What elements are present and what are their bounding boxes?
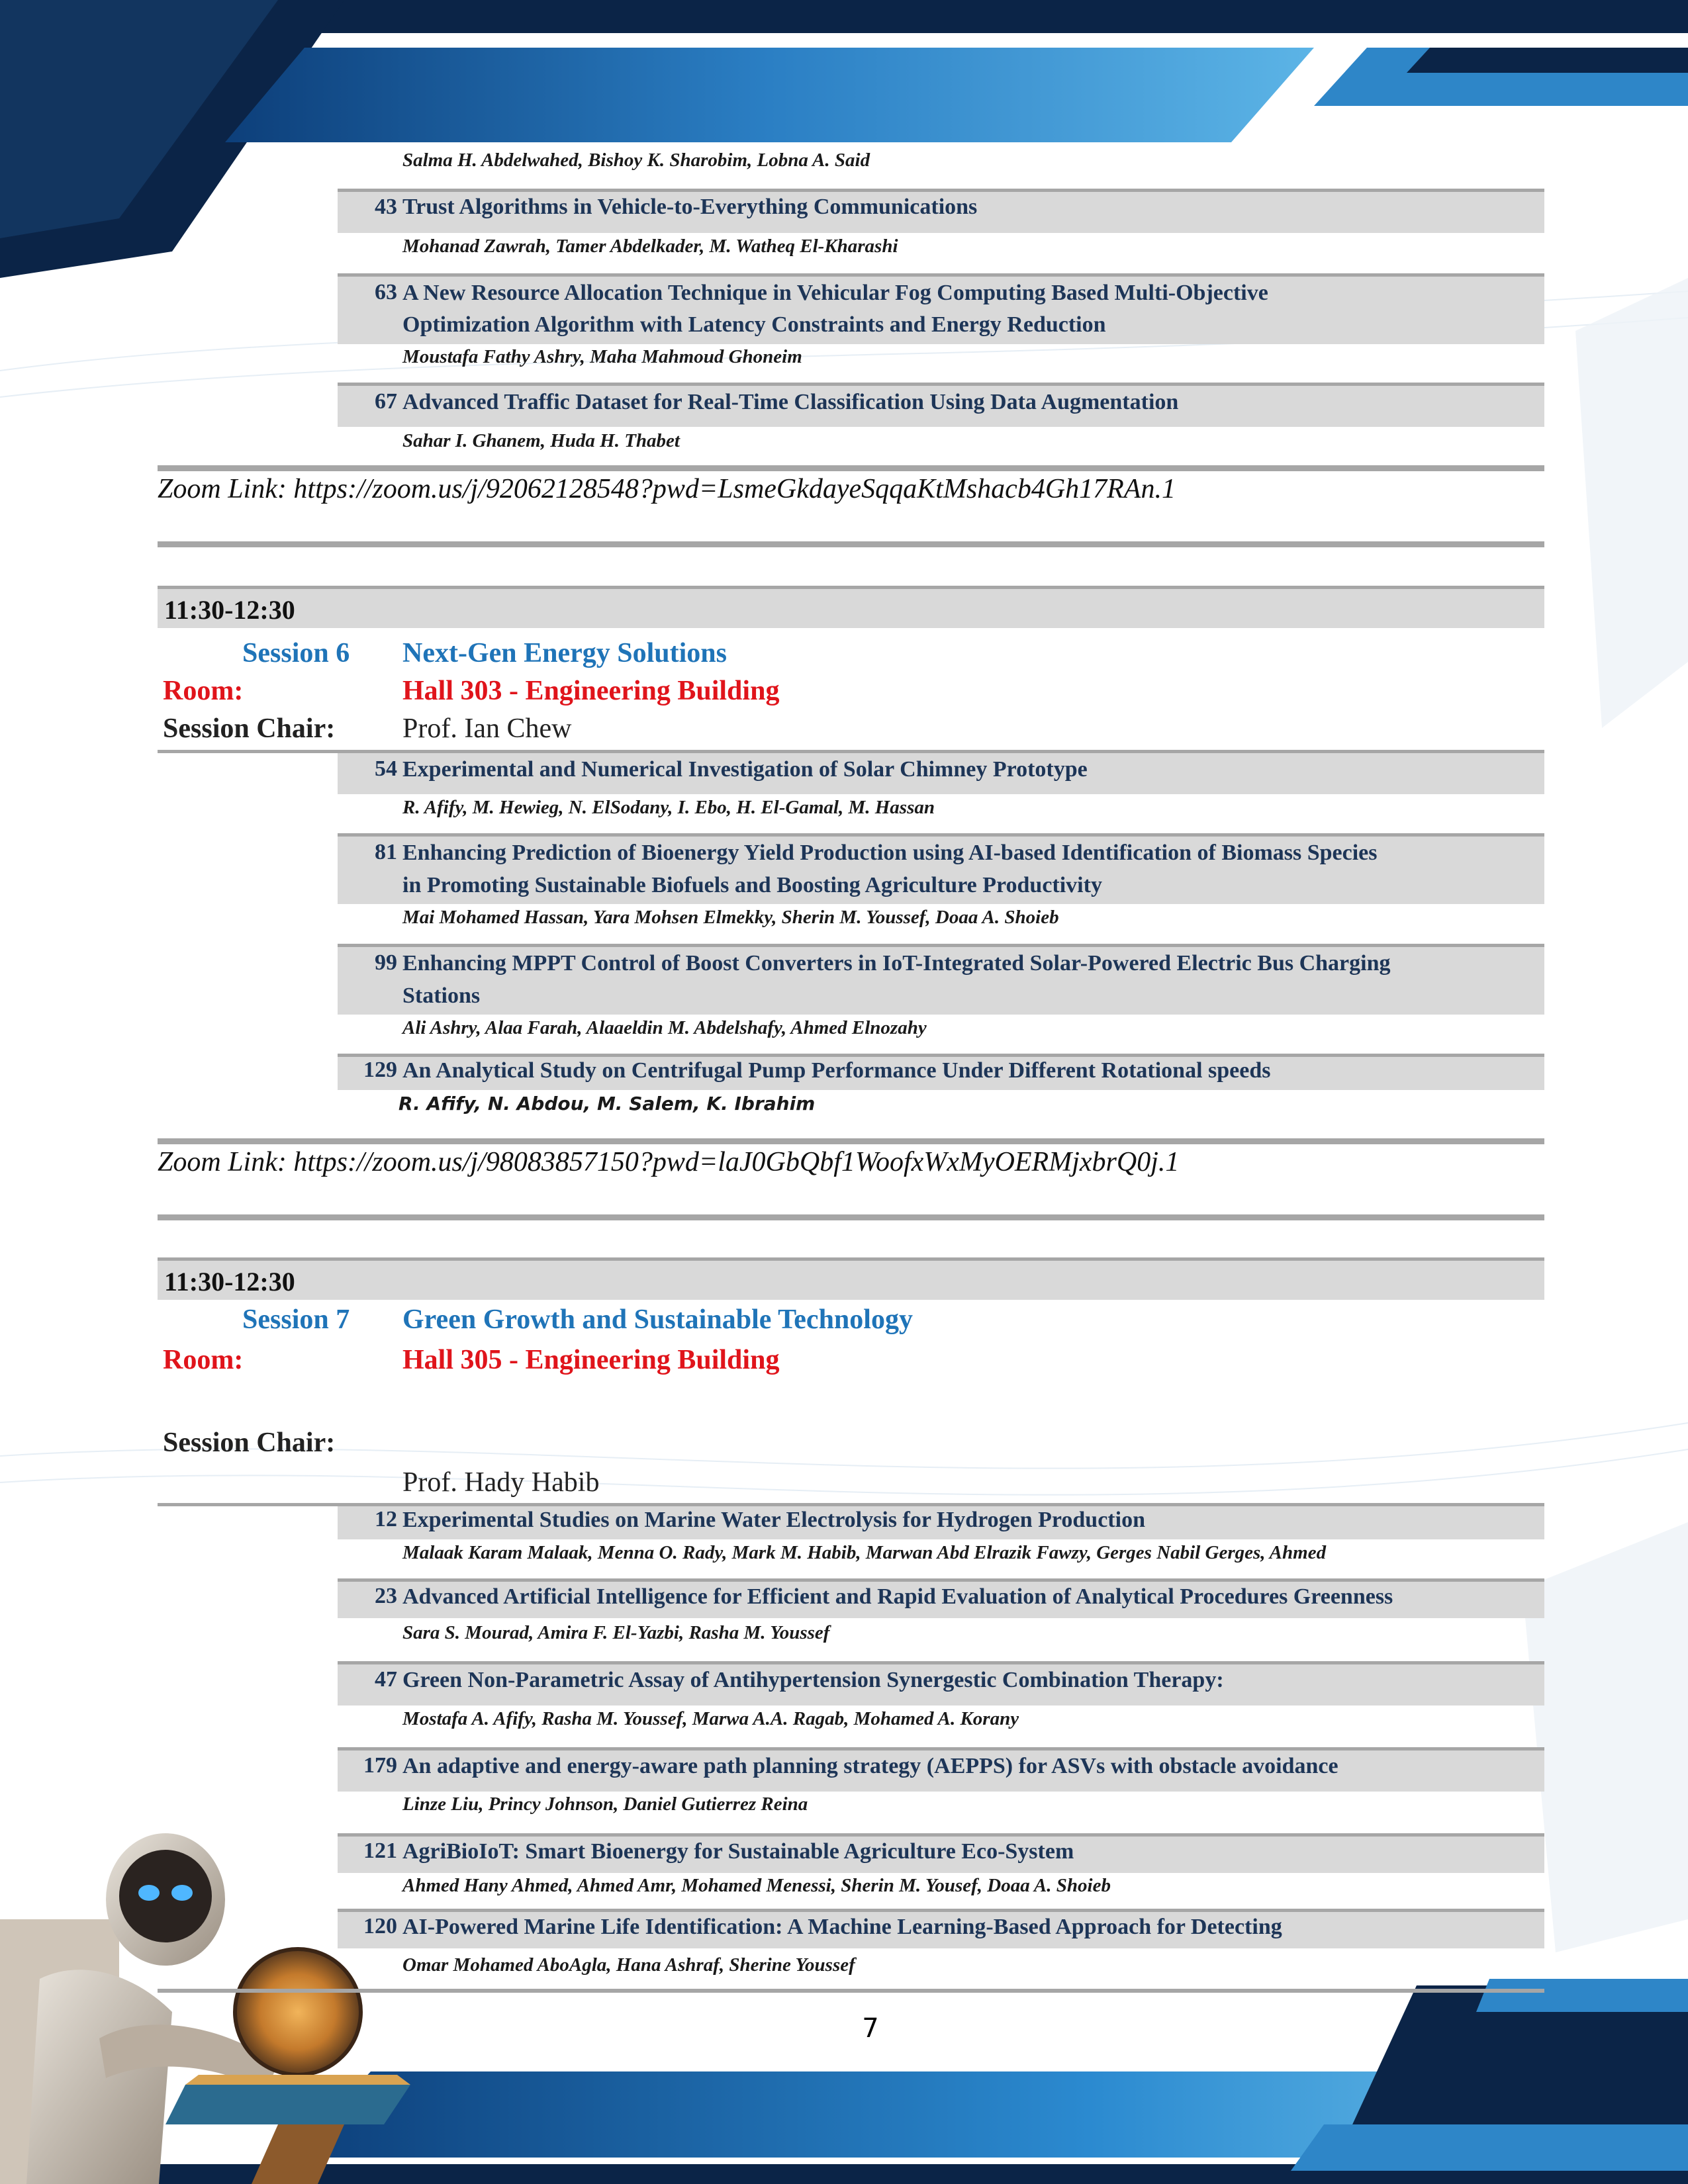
divider [158, 541, 1544, 547]
session-time-bar [158, 1257, 1544, 1300]
session-label: Session 7 [242, 1304, 350, 1335]
paper-number: 67 [375, 389, 397, 414]
divider [158, 1138, 1544, 1144]
session-chair-name: Prof. Ian Chew [402, 713, 572, 744]
divider [158, 1503, 338, 1506]
paper-title-line1: Enhancing Prediction of Bioenergy Yield Production using AI-based Identification of Biomass Species [402, 841, 1378, 865]
paper-number: 63 [375, 280, 397, 304]
paper-number: 179 [363, 1753, 397, 1778]
paper-authors: R. Afify, M. Hewieg, N. ElSodany, I. Ebo, H. El-Gamal, M. Hassan [402, 797, 935, 818]
paper-title-line2: in Promoting Sustainable Biofuels and Boosting Agriculture Productivity [402, 873, 1102, 897]
page-number: 7 [862, 2013, 879, 2044]
session-label: Session 6 [242, 638, 350, 668]
paper-authors: Sara S. Mourad, Amira F. El-Yazbi, Rasha M. Youssef [402, 1622, 830, 1643]
paper-title-line2: Optimization Algorithm with Latency Constraints and Energy Reduction [402, 312, 1106, 337]
paper-authors: Malaak Karam Malaak, Menna O. Rady, Mark M. Habib, Marwan Abd Elrazik Fawzy, Gerges Nabil Gerges, Ahmed [402, 1542, 1327, 1563]
session-time: 11:30-12:30 [164, 595, 295, 625]
paper-authors: Mohanad Zawrah, Tamer Abdelkader, M. Watheq El-Kharashi [402, 236, 898, 257]
room-label: Room: [163, 676, 244, 706]
paper-title-line2: Stations [402, 983, 481, 1008]
paper-number: 43 [375, 195, 397, 219]
paper-number: 47 [375, 1667, 397, 1692]
paper-authors: Omar Mohamed AboAgla, Hana Ashraf, Sherine Youssef [402, 1954, 855, 1976]
paper-number: 121 [363, 1839, 397, 1863]
paper-title: Advanced Artificial Intelligence for Efficient and Rapid Evaluation of Analytical Procedures Greenness [402, 1584, 1393, 1609]
paper-authors: Mostafa A. Afify, Rasha M. Youssef, Marwa A.A. Ragab, Mohamed A. Korany [402, 1708, 1019, 1729]
room-value: Hall 303 - Engineering Building [402, 676, 780, 706]
paper-title: Experimental Studies on Marine Water Electrolysis for Hydrogen Production [402, 1508, 1145, 1532]
paper-title: Trust Algorithms in Vehicle-to-Everything Communications [402, 195, 978, 219]
paper-authors: Ali Ashry, Alaa Farah, Alaaeldin M. Abdelshafy, Ahmed Elnozahy [402, 1017, 927, 1038]
paper-authors: Sahar I. Ghanem, Huda H. Thabet [402, 430, 680, 451]
session-title: Next-Gen Energy Solutions [402, 638, 727, 668]
paper-authors: Salma H. Abdelwahed, Bishoy K. Sharobim, Lobna A. Said [402, 150, 870, 171]
session-chair-label: Session Chair: [163, 1428, 336, 1458]
room-value: Hall 305 - Engineering Building [402, 1345, 780, 1375]
room-label: Room: [163, 1345, 244, 1375]
zoom-link[interactable]: Zoom Link: https://zoom.us/j/98083857150?pwd=laJ0GbQbf1WoofxWxMyOERMjxbrQ0j.1 [158, 1147, 1180, 1177]
paper-authors: Moustafa Fathy Ashry, Maha Mahmoud Ghoneim [402, 346, 802, 367]
divider [158, 1989, 1544, 1993]
paper-number: 54 [375, 756, 397, 781]
session-time-bar [158, 586, 1544, 628]
session-chair-label: Session Chair: [163, 713, 336, 744]
paper-title: An adaptive and energy-aware path planning strategy (AEPPS) for ASVs with obstacle avoidance [402, 1754, 1338, 1778]
paper-number: 12 [375, 1507, 397, 1531]
paper-title: Advanced Traffic Dataset for Real-Time Classification Using Data Augmentation [402, 390, 1179, 414]
paper-title-line1: A New Resource Allocation Technique in Vehicular Fog Computing Based Multi-Objective [402, 281, 1268, 305]
paper-number: 81 [375, 840, 397, 864]
session-title: Green Growth and Sustainable Technology [402, 1304, 913, 1335]
paper-number: 99 [375, 950, 397, 975]
paper-title: Experimental and Numerical Investigation of Solar Chimney Prototype [402, 757, 1088, 782]
divider [158, 1214, 1544, 1220]
divider [158, 750, 338, 753]
paper-title: AI-Powered Marine Life Identification: A Machine Learning-Based Approach for Detecting [402, 1915, 1282, 1939]
paper-title: An Analytical Study on Centrifugal Pump Performance Under Different Rotational speeds [402, 1058, 1271, 1083]
paper-number: 129 [363, 1058, 397, 1082]
paper-title: AgriBioIoT: Smart Bioenergy for Sustainable Agriculture Eco-System [402, 1839, 1074, 1864]
divider [158, 465, 1544, 471]
paper-authors: Linze Liu, Princy Johnson, Daniel Gutierrez Reina [402, 1794, 808, 1815]
paper-authors: Mai Mohamed Hassan, Yara Mohsen Elmekky, Sherin M. Youssef, Doaa A. Shoieb [402, 907, 1059, 928]
session-chair-name: Prof. Hady Habib [402, 1467, 600, 1498]
session-time: 11:30-12:30 [164, 1267, 295, 1297]
paper-number: 120 [363, 1914, 397, 1938]
paper-title-line1: Enhancing MPPT Control of Boost Converters in IoT-Integrated Solar-Powered Electric Bus Charging [402, 951, 1391, 976]
paper-title: Green Non-Parametric Assay of Antihypertension Synergestic Combination Therapy: [402, 1668, 1224, 1692]
paper-authors: R. Afify, N. Abdou, M. Salem, K. Ibrahim [399, 1093, 816, 1115]
zoom-link[interactable]: Zoom Link: https://zoom.us/j/92062128548?pwd=LsmeGkdayeSqqaKtMshacb4Gh17RAn.1 [158, 474, 1176, 504]
paper-authors: Ahmed Hany Ahmed, Ahmed Amr, Mohamed Menessi, Sherin M. Yousef, Doaa A. Shoieb [402, 1875, 1111, 1896]
paper-number: 23 [375, 1584, 397, 1608]
